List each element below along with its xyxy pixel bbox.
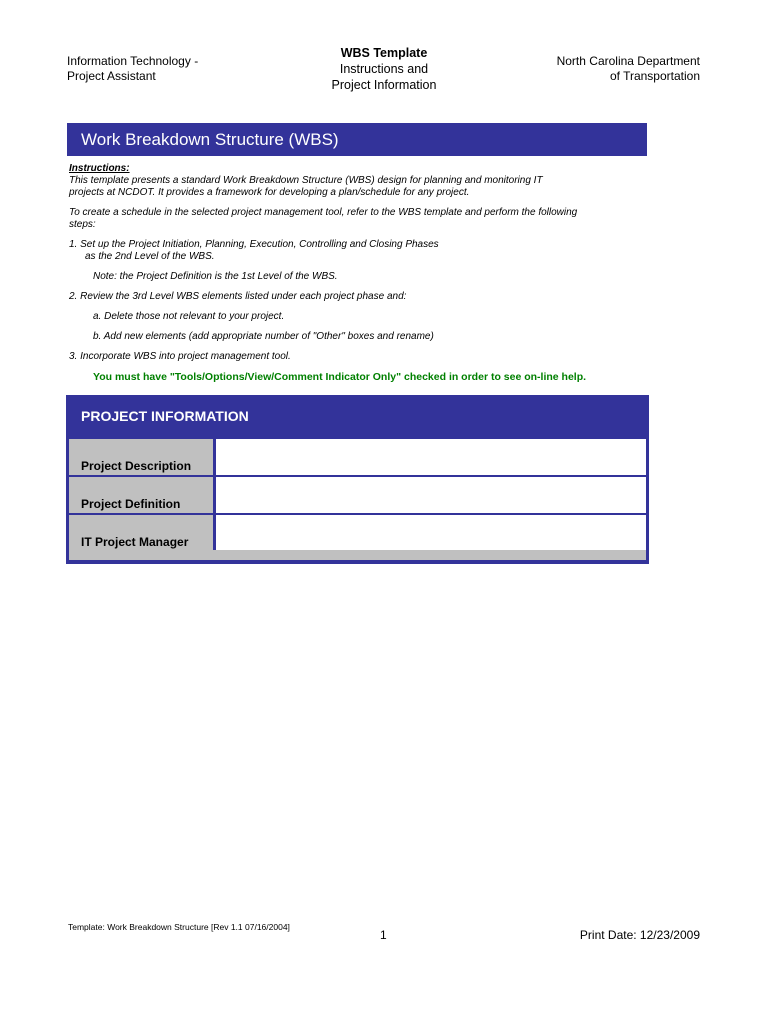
wbs-banner: Work Breakdown Structure (WBS) bbox=[67, 123, 647, 156]
header-subtitle: Project Assistant bbox=[67, 69, 156, 83]
step-2b: b. Add new elements (add appropriate number of "Other" boxes and rename) bbox=[93, 331, 434, 342]
project-description-field[interactable] bbox=[216, 439, 646, 475]
step-1-note: Note: the Project Definition is the 1st Level of the WBS. bbox=[93, 271, 338, 282]
instructions-heading: Instructions: bbox=[69, 163, 130, 174]
it-project-manager-label: IT Project Manager bbox=[69, 515, 213, 551]
organization-line-1: North Carolina Department bbox=[556, 54, 700, 68]
footer-template-info: Template: Work Breakdown Structure [Rev 1.1 07/16/2004] bbox=[68, 922, 290, 932]
help-note: You must have "Tools/Options/View/Comment Indicator Only" checked in order to see on-line help. bbox=[93, 371, 587, 383]
instructions-section bbox=[69, 163, 659, 383]
header-left bbox=[67, 54, 198, 84]
create-line-2: steps: bbox=[69, 219, 96, 230]
document-subtitle-1: Instructions and bbox=[339, 62, 429, 76]
page-number: 1 bbox=[380, 928, 387, 942]
header-right bbox=[557, 54, 700, 84]
header-department: Information Technology - bbox=[67, 54, 199, 68]
project-information-title: PROJECT INFORMATION bbox=[81, 408, 249, 424]
project-information-panel bbox=[66, 395, 649, 564]
step-2a: a. Delete those not relevant to your project. bbox=[93, 311, 285, 322]
project-description-row bbox=[69, 439, 646, 475]
document-subtitle-2: Project Information bbox=[331, 78, 437, 92]
step-1: 1. Set up the Project Initiation, Planning, Execution, Controlling and Closing Phases bbox=[69, 239, 439, 250]
panel-bottom-band bbox=[69, 550, 646, 560]
intro-line-1: This template presents a standard Work Breakdown Structure (WBS) design for planning and monitoring IT bbox=[69, 175, 543, 186]
create-line-1: To create a schedule in the selected project management tool, refer to the WBS template and perform the following bbox=[69, 207, 578, 218]
step-2: 2. Review the 3rd Level WBS elements listed under each project phase and: bbox=[69, 291, 407, 302]
step-3: 3. Incorporate WBS into project management tool. bbox=[69, 351, 291, 362]
organization-line-2: of Transportation bbox=[609, 69, 700, 83]
project-definition-row bbox=[69, 477, 646, 513]
project-definition-field[interactable] bbox=[216, 477, 646, 513]
step-1-cont: as the 2nd Level of the WBS. bbox=[85, 251, 215, 262]
document-title: WBS Template bbox=[340, 46, 428, 60]
header-center bbox=[300, 45, 468, 93]
project-definition-label: Project Definition bbox=[69, 477, 213, 513]
it-project-manager-field[interactable] bbox=[216, 515, 646, 551]
it-project-manager-row bbox=[69, 515, 646, 551]
project-description-label: Project Description bbox=[69, 439, 213, 475]
print-date: Print Date: 12/23/2009 bbox=[579, 928, 700, 942]
intro-line-2: projects at NCDOT. It provides a framework for developing a plan/schedule for any project. bbox=[69, 187, 470, 198]
